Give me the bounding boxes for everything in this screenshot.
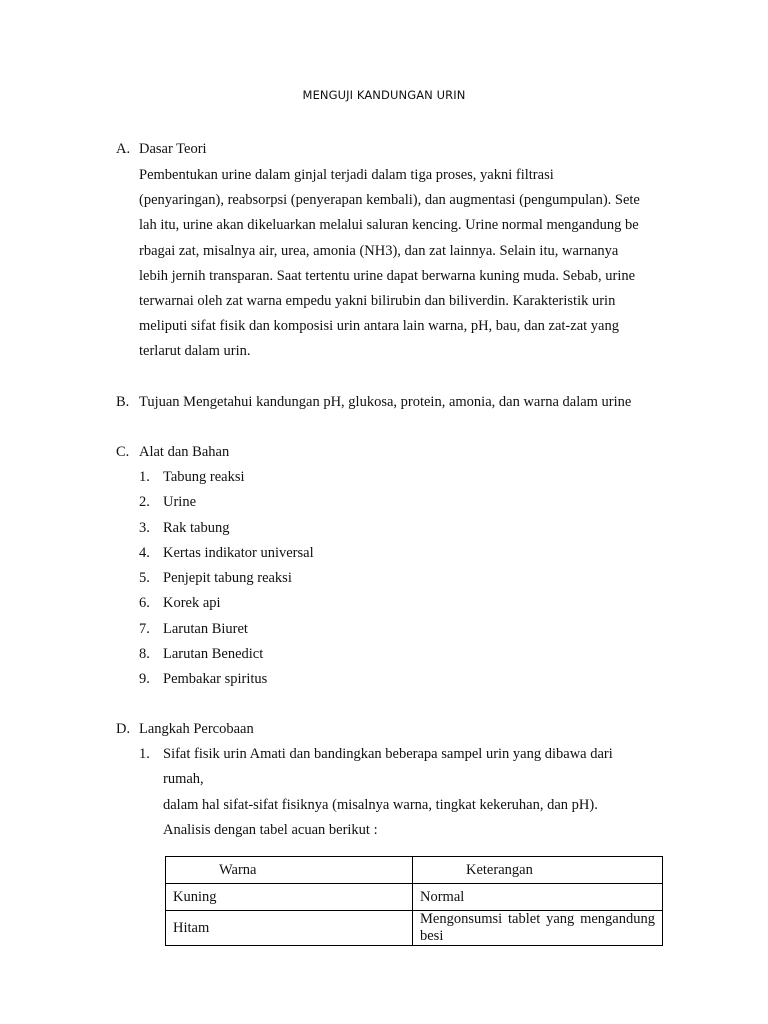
table-cell: Mengonsumsi tablet yang mengandung besi	[413, 911, 663, 946]
list-text: Penjepit tabung reaksi	[163, 570, 292, 587]
paragraph-line: lah itu, urine akan dikeluarkan melalui saluran kencing. Urine normal mengandung be	[139, 217, 639, 234]
list-number: 3.	[139, 519, 150, 536]
table-header-row	[166, 857, 663, 884]
paragraph-line: terwarnai oleh zat warna empedu yakni bilirubin dan biliverdin. Karakteristik urin	[139, 292, 616, 309]
step-text: rumah,	[163, 771, 204, 788]
section-c-heading	[116, 444, 229, 461]
list-text: Pembakar spiritus	[163, 671, 268, 688]
list-text: Larutan Biuret	[163, 620, 248, 637]
table-row	[166, 884, 663, 911]
section-a-heading	[116, 141, 207, 158]
list-number: 8.	[139, 646, 150, 663]
step-number: 1.	[139, 746, 150, 762]
list-item	[139, 516, 314, 541]
paragraph-line: lebih jernih transparan. Saat tertentu urine dapat berwarna kuning muda. Sebab, urine	[139, 267, 636, 284]
section-d-heading	[116, 721, 254, 738]
list-item	[139, 617, 314, 642]
section-b-letter: B.	[116, 394, 130, 410]
list-item	[139, 591, 314, 616]
list-item	[139, 566, 314, 591]
step-text: Sifat fisik urin Amati dan bandingkan beberapa sampel urin yang dibawa dari	[163, 746, 613, 762]
list-number: 7.	[139, 620, 150, 637]
paragraph-line: rbagai zat, misalnya air, urea, amonia (NH3), dan zat lainnya. Selain itu, warnanya	[139, 242, 619, 259]
list-number: 4.	[139, 544, 150, 561]
paragraph-line: meliputi sifat fisik dan komposisi urin antara lain warna, pH, bau, dan zat-zat yang	[139, 318, 619, 335]
step-item-line	[139, 793, 613, 818]
table-cell: Kuning	[166, 884, 413, 911]
section-c-letter: C.	[116, 444, 130, 460]
section-a-title: Dasar Teori	[139, 141, 207, 157]
list-number: 1.	[139, 469, 150, 485]
list-item	[139, 541, 314, 566]
step-item-line	[139, 818, 613, 843]
step-text: Analisis dengan tabel acuan berikut :	[163, 821, 378, 838]
document-title: MENGUJI KANDUNGAN URIN	[302, 88, 466, 102]
list-text: Rak tabung	[163, 519, 230, 536]
step-item-line	[139, 742, 613, 767]
list-number: 9.	[139, 671, 150, 688]
list-text: Kertas indikator universal	[163, 544, 314, 561]
list-item	[139, 667, 314, 692]
list-number: 5.	[139, 570, 150, 587]
list-number: 2.	[139, 494, 150, 511]
steps-list	[139, 742, 613, 843]
paragraph-line: (penyaringan), reabsorpsi (penyerapan kembali), dan augmentasi (pengumpulan). Sete	[139, 192, 640, 209]
paragraph-line: Pembentukan urine dalam ginjal terjadi dalam tiga proses, yakni filtrasi	[139, 167, 554, 183]
list-item	[139, 642, 314, 667]
section-d-title: Langkah Percobaan	[139, 721, 254, 737]
table-header-cell: Keterangan	[413, 857, 663, 884]
step-text: dalam hal sifat-sifat fisiknya (misalnya warna, tingkat kekeruhan, dan pH).	[163, 796, 598, 813]
reference-table	[165, 856, 663, 946]
section-a-paragraph	[139, 163, 679, 365]
list-text: Larutan Benedict	[163, 646, 264, 663]
section-b-title: Tujuan Mengetahui kandungan pH, glukosa, protein, amonia, dan warna dalam urine	[139, 394, 632, 410]
table-row	[166, 911, 663, 946]
section-c-title: Alat dan Bahan	[139, 444, 230, 460]
section-b-heading	[116, 394, 631, 411]
section-a-letter: A.	[116, 141, 131, 157]
list-item	[139, 490, 314, 515]
list-number: 6.	[139, 595, 150, 612]
table-header-cell: Warna	[166, 857, 413, 884]
step-item-line	[139, 767, 613, 792]
list-text: Urine	[163, 494, 197, 511]
list-item	[139, 465, 314, 490]
section-d-letter: D.	[116, 721, 131, 737]
table-cell: Hitam	[166, 911, 413, 946]
list-text: Tabung reaksi	[163, 469, 245, 485]
table-cell: Normal	[413, 884, 663, 911]
materials-list	[139, 465, 314, 693]
list-text: Korek api	[163, 595, 221, 612]
paragraph-line: terlarut dalam urin.	[139, 343, 251, 360]
